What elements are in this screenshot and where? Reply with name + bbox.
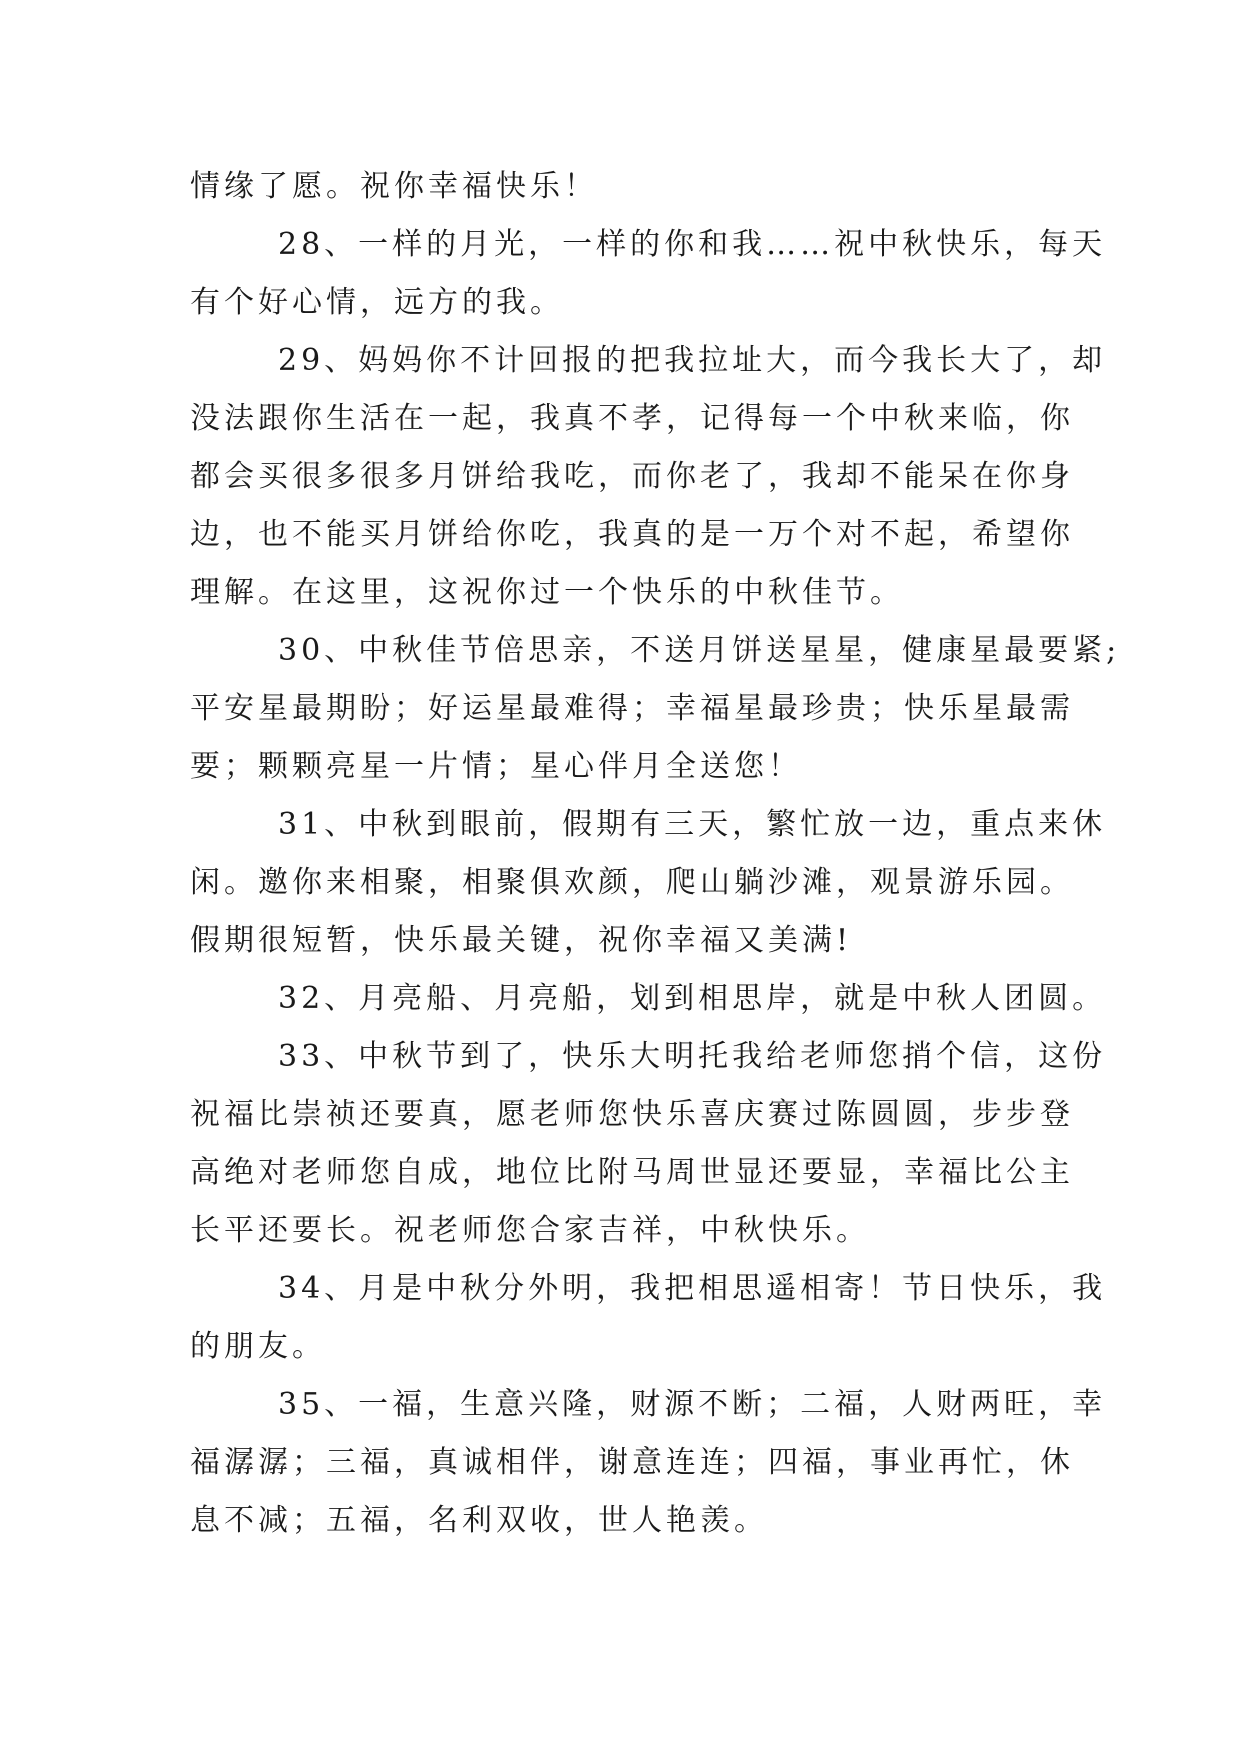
text-line: 福潺潺；三福，真诚相伴，谢意连连；四福，事业再忙，休 xyxy=(190,1445,1074,1480)
text-line: 闲。邀你来相聚，相聚俱欢颜，爬山躺沙滩，观景游乐园。 xyxy=(190,865,1074,900)
text-line: 31、中秋到眼前，假期有三天，繁忙放一边，重点来休 xyxy=(278,807,1107,842)
text-line: 息不减；五福，名利双收，世人艳羡。 xyxy=(190,1503,768,1538)
text-line: 的朋友。 xyxy=(190,1329,326,1364)
paragraph-p27-tail xyxy=(190,158,1050,216)
text-line: 没法跟你生活在一起，我真不孝，记得每一个中秋来临，你 xyxy=(190,401,1074,436)
paragraph-p32 xyxy=(190,970,1107,1028)
text-line: 33、中秋节到了，快乐大明托我给老师您捎个信，这份 xyxy=(278,1039,1107,1074)
text-line: 祝福比崇祯还要真，愿老师您快乐喜庆赛过陈圆圆，步步登 xyxy=(190,1097,1074,1132)
text-line: 情缘了愿。祝你幸福快乐！ xyxy=(190,169,598,204)
text-line: 29、妈妈你不计回报的把我拉址大，而今我长大了，却 xyxy=(278,343,1107,378)
text-line: 28、一样的月光，一样的你和我……祝中秋快乐，每天 xyxy=(278,227,1107,262)
text-line: 34、月是中秋分外明，我把相思遥相寄！节日快乐，我 xyxy=(278,1271,1107,1306)
text-line: 32、月亮船、月亮船，划到相思岸，就是中秋人团圆。 xyxy=(278,981,1107,1016)
text-line: 高绝对老师您自成，地位比附马周世显还要显，幸福比公主 xyxy=(190,1155,1074,1190)
text-line: 平安星最期盼；好运星最难得；幸福星最珍贵；快乐星最需 xyxy=(190,691,1074,726)
text-line: 30、中秋佳节倍思亲，不送月饼送星星，健康星最要紧; xyxy=(278,633,1121,668)
paragraph-p31 xyxy=(190,796,1107,970)
paragraph-p29 xyxy=(190,332,1107,622)
paragraph-p28 xyxy=(190,216,1107,332)
paragraph-p33 xyxy=(190,1028,1107,1260)
text-line: 35、一福，生意兴隆，财源不断；二福，人财两旺，幸 xyxy=(278,1387,1107,1422)
text-line: 长平还要长。祝老师您合家吉祥，中秋快乐。 xyxy=(190,1213,870,1248)
paragraph-p34 xyxy=(190,1260,1107,1376)
paragraph-p35 xyxy=(190,1376,1107,1550)
text-line: 理解。在这里，这祝你过一个快乐的中秋佳节。 xyxy=(190,575,904,610)
text-line: 边，也不能买月饼给你吃，我真的是一万个对不起，希望你 xyxy=(190,517,1074,552)
document-body xyxy=(190,158,1121,1550)
text-line: 假期很短暂，快乐最关键，祝你幸福又美满! xyxy=(190,923,853,958)
text-line: 有个好心情，远方的我。 xyxy=(190,285,564,320)
text-line: 都会买很多很多月饼给我吃，而你老了，我却不能呆在你身 xyxy=(190,459,1074,494)
paragraph-p30 xyxy=(190,622,1121,796)
text-line: 要；颗颗亮星一片情；星心伴月全送您！ xyxy=(190,749,802,784)
